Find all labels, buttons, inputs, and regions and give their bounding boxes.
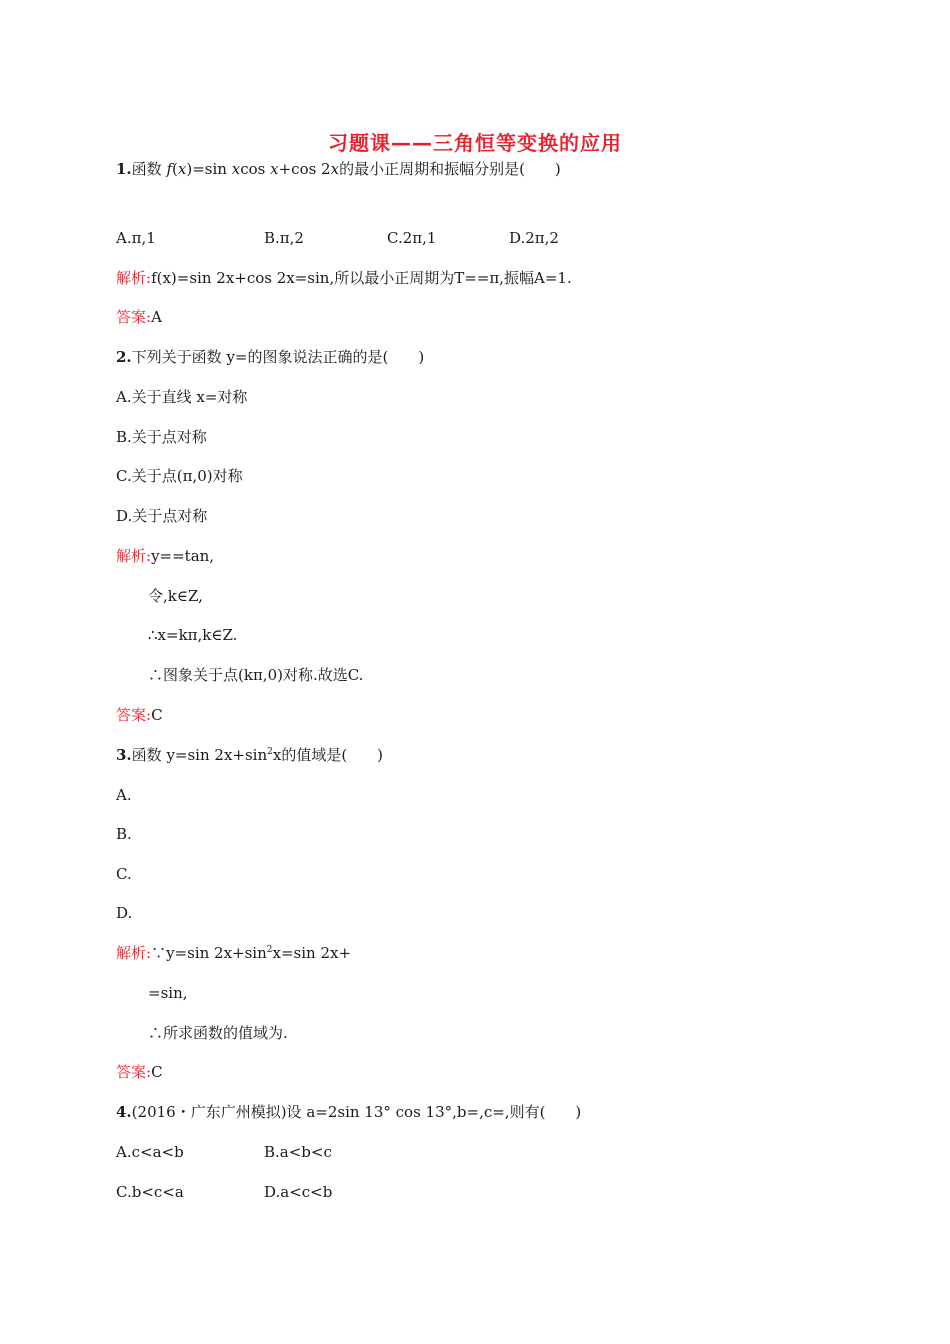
q2-option-d: D.关于点对称 bbox=[116, 507, 208, 525]
question-number: 2. bbox=[116, 348, 132, 366]
q4-option-d: D.a<c<b bbox=[264, 1183, 333, 1201]
q2-analysis bbox=[116, 545, 214, 567]
q3-analysis-line-3: ∴所求函数的值域为. bbox=[148, 1024, 288, 1042]
q3-option-c: C. bbox=[116, 865, 132, 883]
q3-answer bbox=[116, 1061, 163, 1083]
q1-pl: ( bbox=[172, 160, 178, 178]
q4-text: (2016・广东广州模拟)设 a=2sin 13° cos 13°,b=,c=,则有( ) bbox=[131, 1103, 582, 1121]
q1-post: 的最小正周期和振幅分别是( ) bbox=[339, 160, 561, 178]
q1-cos: cos bbox=[240, 160, 266, 178]
q1-answer-value: A bbox=[151, 308, 162, 326]
answer-label: 答案: bbox=[116, 706, 152, 724]
q1-answer bbox=[116, 306, 162, 328]
page-title: 习题课——三角恒等变换的应用 bbox=[328, 131, 622, 155]
answer-label: 答案: bbox=[116, 308, 152, 326]
q3-analysis-sup: 2 bbox=[266, 945, 273, 955]
q3-analysis bbox=[116, 942, 351, 964]
q1-analysis-text: f(x)=sin 2x+cos 2x=sin,所以最小正周期为T==π,振幅A=1. bbox=[151, 269, 572, 287]
q2-answer-value: C bbox=[151, 706, 163, 724]
q3-analysis-line-2: =sin, bbox=[148, 984, 188, 1002]
q1-pluscos: +cos 2 bbox=[278, 160, 331, 178]
question-number: 3. bbox=[116, 746, 132, 764]
answer-label: 答案: bbox=[116, 1063, 152, 1081]
analysis-label: 解析: bbox=[116, 269, 152, 287]
q2-analysis-line-1: y==tan, bbox=[151, 547, 215, 565]
q1-x4: x bbox=[330, 160, 340, 178]
q3-analysis-a: ∵y=sin 2x+sin bbox=[151, 944, 267, 962]
q4-option-c: C.b<c<a bbox=[116, 1183, 184, 1201]
question-number: 4. bbox=[116, 1103, 132, 1121]
q1-option-c: C.2π,1 bbox=[387, 229, 437, 247]
question-4 bbox=[116, 1101, 581, 1123]
q1-x2: x bbox=[231, 160, 241, 178]
analysis-label: 解析: bbox=[116, 547, 152, 565]
q2-answer bbox=[116, 704, 163, 726]
q3-sup: 2 bbox=[267, 747, 273, 757]
q1-x3: x bbox=[270, 160, 279, 178]
q3-answer-value: C bbox=[151, 1063, 163, 1081]
q3-text-a: 函数 y=sin 2x+sin bbox=[131, 746, 268, 764]
question-3 bbox=[116, 744, 383, 766]
q3-analysis-b: x=sin 2x+ bbox=[272, 944, 352, 962]
q1-option-a: A.π,1 bbox=[116, 229, 156, 247]
question-1 bbox=[116, 158, 561, 180]
question-2 bbox=[116, 346, 424, 368]
q3-option-d: D. bbox=[116, 904, 133, 922]
analysis-label: 解析: bbox=[116, 944, 152, 962]
q2-analysis-line-3: ∴x=kπ,k∈Z. bbox=[148, 626, 238, 644]
q2-option-b: B.关于点对称 bbox=[116, 428, 207, 446]
q3-option-b: B. bbox=[116, 825, 132, 843]
q1-option-d: D.2π,2 bbox=[509, 229, 559, 247]
q2-option-a: A.关于直线 x=对称 bbox=[116, 388, 248, 406]
q2-analysis-line-2: 令,k∈Z, bbox=[148, 587, 203, 605]
question-number: 1. bbox=[116, 160, 132, 178]
q1-option-b: B.π,2 bbox=[264, 229, 304, 247]
q4-option-a: A.c<a<b bbox=[116, 1143, 184, 1161]
q4-option-b: B.a<b<c bbox=[264, 1143, 332, 1161]
q1-pre: 函数 bbox=[131, 160, 162, 178]
q1-f: f bbox=[166, 160, 173, 178]
q1-pr: ) bbox=[186, 160, 193, 178]
q1-x1: x bbox=[177, 160, 187, 178]
q2-analysis-line-4: ∴图象关于点(kπ,0)对称.故选C. bbox=[148, 666, 364, 684]
q1-analysis bbox=[116, 267, 572, 289]
q2-option-c: C.关于点(π,0)对称 bbox=[116, 467, 243, 485]
q3-text-b: x的值域是( ) bbox=[272, 746, 384, 764]
q2-text: 下列关于函数 y=的图象说法正确的是( ) bbox=[131, 348, 425, 366]
q1-eqsin: =sin bbox=[192, 160, 227, 178]
q3-option-a: A. bbox=[116, 786, 132, 804]
